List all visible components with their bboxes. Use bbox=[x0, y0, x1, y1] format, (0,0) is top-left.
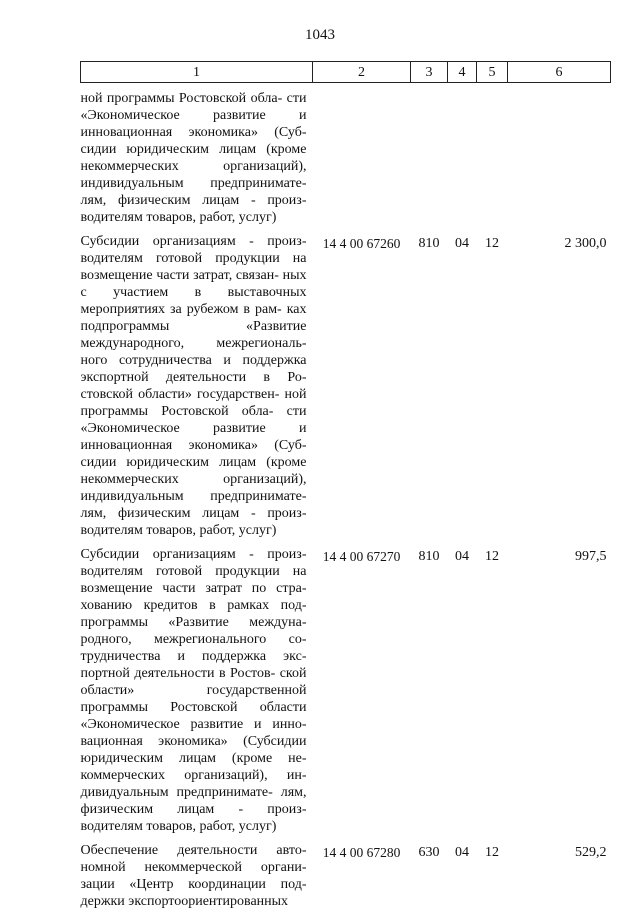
row-amount bbox=[508, 90, 611, 226]
row-code: 14 4 00 67260 bbox=[322, 236, 401, 251]
row-col3: 810 bbox=[418, 549, 440, 564]
row-col5 bbox=[477, 90, 508, 226]
row-col5: 12 bbox=[485, 549, 499, 564]
row-description: Обеспечение деятельности авто- номной некоммерческой органи- зации «Центр координации под- держки экспортоориентированных bbox=[80, 843, 307, 909]
row-amount: 997,5 bbox=[575, 549, 607, 564]
column-header-3: 3 bbox=[411, 62, 448, 83]
table-row bbox=[81, 546, 611, 835]
page-number: 1043 bbox=[305, 27, 335, 43]
column-header-1: 1 bbox=[81, 62, 313, 83]
table-row bbox=[81, 842, 611, 910]
table-row bbox=[81, 233, 611, 539]
row-col3 bbox=[411, 90, 448, 226]
row-description: Субсидии организациям - произ- водителям готовой продукции на возмещение части затрат, связан- ных с участием в выставочных мероприятиях за рубежом в рам- ках подпрограммы «Развитие международного, межрегиональ- ного сотрудничества и поддержка экспортной деятельности в Ро- стовской области» государствен- ной программы Ростовской обла- сти «Экономическое развитие и инновационная экономика» (Суб- сидии юридическим лицам (кроме некоммерческих организаций), индивидуальным предпринимате- лям, физическим лицам - произ- водителям товаров, работ, услуг) bbox=[80, 234, 307, 538]
row-code bbox=[313, 90, 411, 226]
row-col5: 12 bbox=[485, 845, 499, 860]
column-header-6: 6 bbox=[508, 62, 611, 83]
row-amount: 529,2 bbox=[575, 845, 607, 860]
row-col3: 810 bbox=[418, 236, 440, 251]
row-col4: 04 bbox=[455, 845, 469, 860]
row-description: Субсидии организациям - произ- водителям готовой продукции на возмещение части затрат по стра- хованию кредитов в рамках под- программы «Развитие междуна- родного, межрегионального со- трудничества и поддержка экс- портной деятельности в Ростов- ской области» государственной программы Ростовской области «Экономическое развитие и инно- вационная экономика» (Субсидии юридическим лицам (кроме не- коммерческих организаций), ин- дивидуальным предпринимате- лям, физическим лицам - произ- водителям товаров, работ, услуг) bbox=[80, 547, 307, 834]
budget-table bbox=[80, 61, 611, 910]
row-description: ной программы Ростовской обла- сти «Экономическое развитие и инновационная экономика» (Суб- сидии юридическим лицам (кроме некоммерческих организаций), индивидуальным предпринимате- лям, физическим лицам - произ- водителям товаров, работ, услуг) bbox=[80, 91, 307, 225]
row-col5: 12 bbox=[485, 236, 499, 251]
column-header-5: 5 bbox=[477, 62, 508, 83]
row-col4 bbox=[448, 90, 477, 226]
column-header-2: 2 bbox=[313, 62, 411, 83]
row-code: 14 4 00 67280 bbox=[322, 845, 401, 860]
row-col3: 630 bbox=[418, 845, 440, 860]
row-code: 14 4 00 67270 bbox=[322, 549, 401, 564]
row-amount: 2 300,0 bbox=[564, 236, 607, 251]
column-header-4: 4 bbox=[448, 62, 477, 83]
table-row bbox=[81, 90, 611, 226]
row-col4: 04 bbox=[455, 236, 469, 251]
header-row bbox=[81, 62, 611, 83]
row-col4: 04 bbox=[455, 549, 469, 564]
